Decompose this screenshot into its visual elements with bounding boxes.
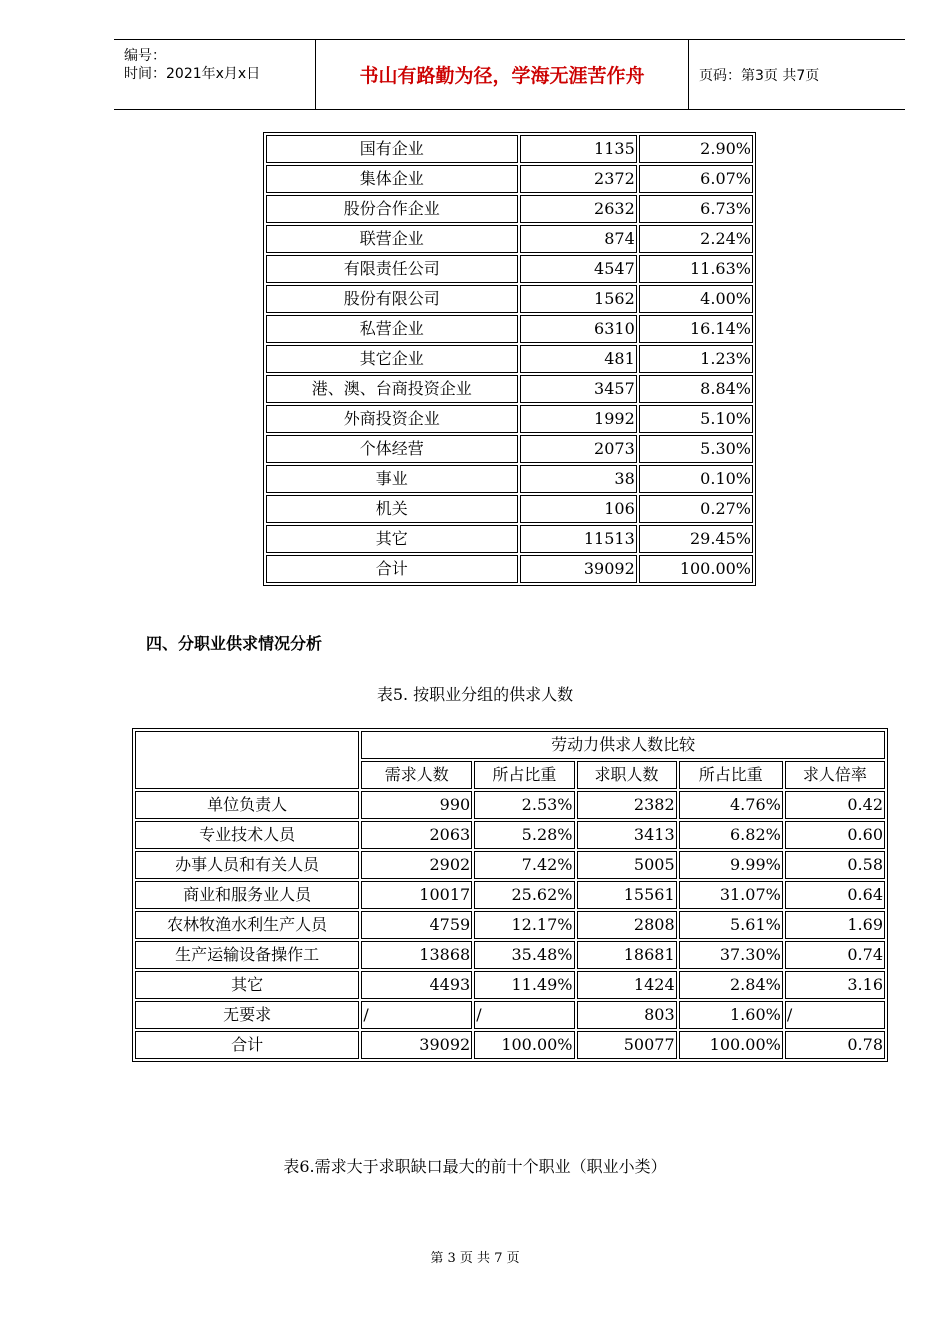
seekers-cell: 50077 (577, 1031, 677, 1059)
table-row (266, 345, 753, 373)
ratio-cell: 1.69 (785, 911, 885, 939)
row-label: 港、澳、台商投资企业 (266, 375, 518, 403)
demand-percent-cell: 25.62% (474, 881, 574, 909)
seekers-cell: 18681 (577, 941, 677, 969)
percent-cell: 1.23% (639, 345, 753, 373)
demand-cell: 990 (361, 791, 472, 819)
demand-cell: 39092 (361, 1031, 472, 1059)
table-row (266, 555, 753, 583)
ratio-cell: / (785, 1001, 885, 1029)
percent-cell: 2.24% (639, 225, 753, 253)
column-header: 需求人数 (361, 761, 472, 789)
row-label: 私营企业 (266, 315, 518, 343)
count-cell: 1562 (520, 285, 637, 313)
group-header-cell: 劳动力供求人数比较 (361, 731, 885, 759)
time-label: 时间：2021年x月x日 (124, 66, 261, 82)
demand-percent-cell: 35.48% (474, 941, 574, 969)
seekers-percent-cell: 1.60% (679, 1001, 783, 1029)
demand-percent-cell: 7.42% (474, 851, 574, 879)
seekers-cell: 1424 (577, 971, 677, 999)
row-label: 联营企业 (266, 225, 518, 253)
percent-cell: 0.27% (639, 495, 753, 523)
percent-cell: 8.84% (639, 375, 753, 403)
blank-header-cell (135, 731, 359, 789)
table-row (266, 405, 753, 433)
section-heading: 四、分职业供求情况分析 (146, 634, 323, 653)
table-row (266, 195, 753, 223)
header-meta (114, 40, 315, 109)
enterprise-type-table (263, 132, 756, 586)
column-header: 所占比重 (474, 761, 574, 789)
row-label: 其它企业 (266, 345, 518, 373)
row-label: 办事人员和有关人员 (135, 851, 359, 879)
count-cell: 874 (520, 225, 637, 253)
table-row (135, 941, 885, 969)
header-motto-cell (315, 40, 689, 109)
table-row (266, 285, 753, 313)
ratio-cell: 0.64 (785, 881, 885, 909)
row-label: 股份有限公司 (266, 285, 518, 313)
row-label: 股份合作企业 (266, 195, 518, 223)
demand-cell: 10017 (361, 881, 472, 909)
column-header: 求人倍率 (785, 761, 885, 789)
seekers-percent-cell: 6.82% (679, 821, 783, 849)
table-row (266, 435, 753, 463)
header-page-cell (689, 40, 905, 109)
percent-cell: 6.07% (639, 165, 753, 193)
table-row (266, 315, 753, 343)
table-header-row (135, 731, 885, 759)
table-row (266, 165, 753, 193)
ratio-cell: 0.78 (785, 1031, 885, 1059)
count-cell: 6310 (520, 315, 637, 343)
row-label: 有限责任公司 (266, 255, 518, 283)
row-label: 个体经营 (266, 435, 518, 463)
demand-cell: 13868 (361, 941, 472, 969)
percent-cell: 5.10% (639, 405, 753, 433)
ratio-cell: 0.60 (785, 821, 885, 849)
table-row (135, 911, 885, 939)
demand-percent-cell: 2.53% (474, 791, 574, 819)
demand-percent-cell: / (474, 1001, 574, 1029)
table-row (266, 255, 753, 283)
percent-cell: 29.45% (639, 525, 753, 553)
percent-cell: 4.00% (639, 285, 753, 313)
count-cell: 1135 (520, 135, 637, 163)
seekers-percent-cell: 37.30% (679, 941, 783, 969)
page-header (114, 39, 905, 110)
number-label: 编号： (124, 48, 166, 64)
count-cell: 4547 (520, 255, 637, 283)
percent-cell: 11.63% (639, 255, 753, 283)
count-cell: 39092 (520, 555, 637, 583)
page-footer: 第 3 页 共 7 页 (430, 1251, 520, 1266)
ratio-cell: 0.42 (785, 791, 885, 819)
count-cell: 1992 (520, 405, 637, 433)
row-label: 机关 (266, 495, 518, 523)
row-label: 生产运输设备操作工 (135, 941, 359, 969)
demand-cell: 4493 (361, 971, 472, 999)
seekers-percent-cell: 9.99% (679, 851, 783, 879)
row-label: 集体企业 (266, 165, 518, 193)
count-cell: 481 (520, 345, 637, 373)
count-cell: 2632 (520, 195, 637, 223)
row-label: 其它 (266, 525, 518, 553)
row-label: 事业 (266, 465, 518, 493)
seekers-percent-cell: 4.76% (679, 791, 783, 819)
percent-cell: 16.14% (639, 315, 753, 343)
ratio-cell: 3.16 (785, 971, 885, 999)
column-header: 所占比重 (679, 761, 783, 789)
seekers-cell: 5005 (577, 851, 677, 879)
seekers-cell: 803 (577, 1001, 677, 1029)
percent-cell: 2.90% (639, 135, 753, 163)
table-row (135, 1031, 885, 1059)
seekers-cell: 15561 (577, 881, 677, 909)
column-header: 求职人数 (577, 761, 677, 789)
seekers-cell: 3413 (577, 821, 677, 849)
table-row (135, 1001, 885, 1029)
percent-cell: 6.73% (639, 195, 753, 223)
seekers-percent-cell: 2.84% (679, 971, 783, 999)
percent-cell: 5.30% (639, 435, 753, 463)
seekers-cell: 2808 (577, 911, 677, 939)
row-label: 其它 (135, 971, 359, 999)
occupation-table (132, 728, 888, 1062)
count-cell: 2073 (520, 435, 637, 463)
seekers-percent-cell: 5.61% (679, 911, 783, 939)
table-row (266, 135, 753, 163)
demand-percent-cell: 11.49% (474, 971, 574, 999)
table-row (135, 881, 885, 909)
ratio-cell: 0.74 (785, 941, 885, 969)
table-row (266, 495, 753, 523)
demand-percent-cell: 100.00% (474, 1031, 574, 1059)
table-row (266, 525, 753, 553)
demand-cell: / (361, 1001, 472, 1029)
table-row (135, 851, 885, 879)
row-label: 农林牧渔水利生产人员 (135, 911, 359, 939)
demand-percent-cell: 12.17% (474, 911, 574, 939)
row-label: 专业技术人员 (135, 821, 359, 849)
percent-cell: 0.10% (639, 465, 753, 493)
percent-cell: 100.00% (639, 555, 753, 583)
row-label: 合计 (135, 1031, 359, 1059)
row-label: 外商投资企业 (266, 405, 518, 433)
count-cell: 106 (520, 495, 637, 523)
row-label: 无要求 (135, 1001, 359, 1029)
count-cell: 38 (520, 465, 637, 493)
table5-caption: 表5. 按职业分组的供求人数 (376, 685, 574, 704)
demand-cell: 4759 (361, 911, 472, 939)
table-row (266, 465, 753, 493)
row-label: 合计 (266, 555, 518, 583)
seekers-percent-cell: 31.07% (679, 881, 783, 909)
table-row (135, 791, 885, 819)
table-row (266, 225, 753, 253)
table-row (266, 375, 753, 403)
demand-cell: 2063 (361, 821, 472, 849)
demand-percent-cell: 5.28% (474, 821, 574, 849)
demand-cell: 2902 (361, 851, 472, 879)
row-label: 商业和服务业人员 (135, 881, 359, 909)
row-label: 国有企业 (266, 135, 518, 163)
table-row (135, 821, 885, 849)
page-label: 页码：第3页 共7页 (699, 67, 820, 84)
count-cell: 2372 (520, 165, 637, 193)
row-label: 单位负责人 (135, 791, 359, 819)
seekers-percent-cell: 100.00% (679, 1031, 783, 1059)
count-cell: 3457 (520, 375, 637, 403)
count-cell: 11513 (520, 525, 637, 553)
table-row (135, 971, 885, 999)
table6-caption: 表6.需求大于求职缺口最大的前十个职业（职业小类） (283, 1157, 667, 1176)
ratio-cell: 0.58 (785, 851, 885, 879)
seekers-cell: 2382 (577, 791, 677, 819)
motto-text: 书山有路勤为径，学海无涯苦作舟 (359, 65, 645, 87)
